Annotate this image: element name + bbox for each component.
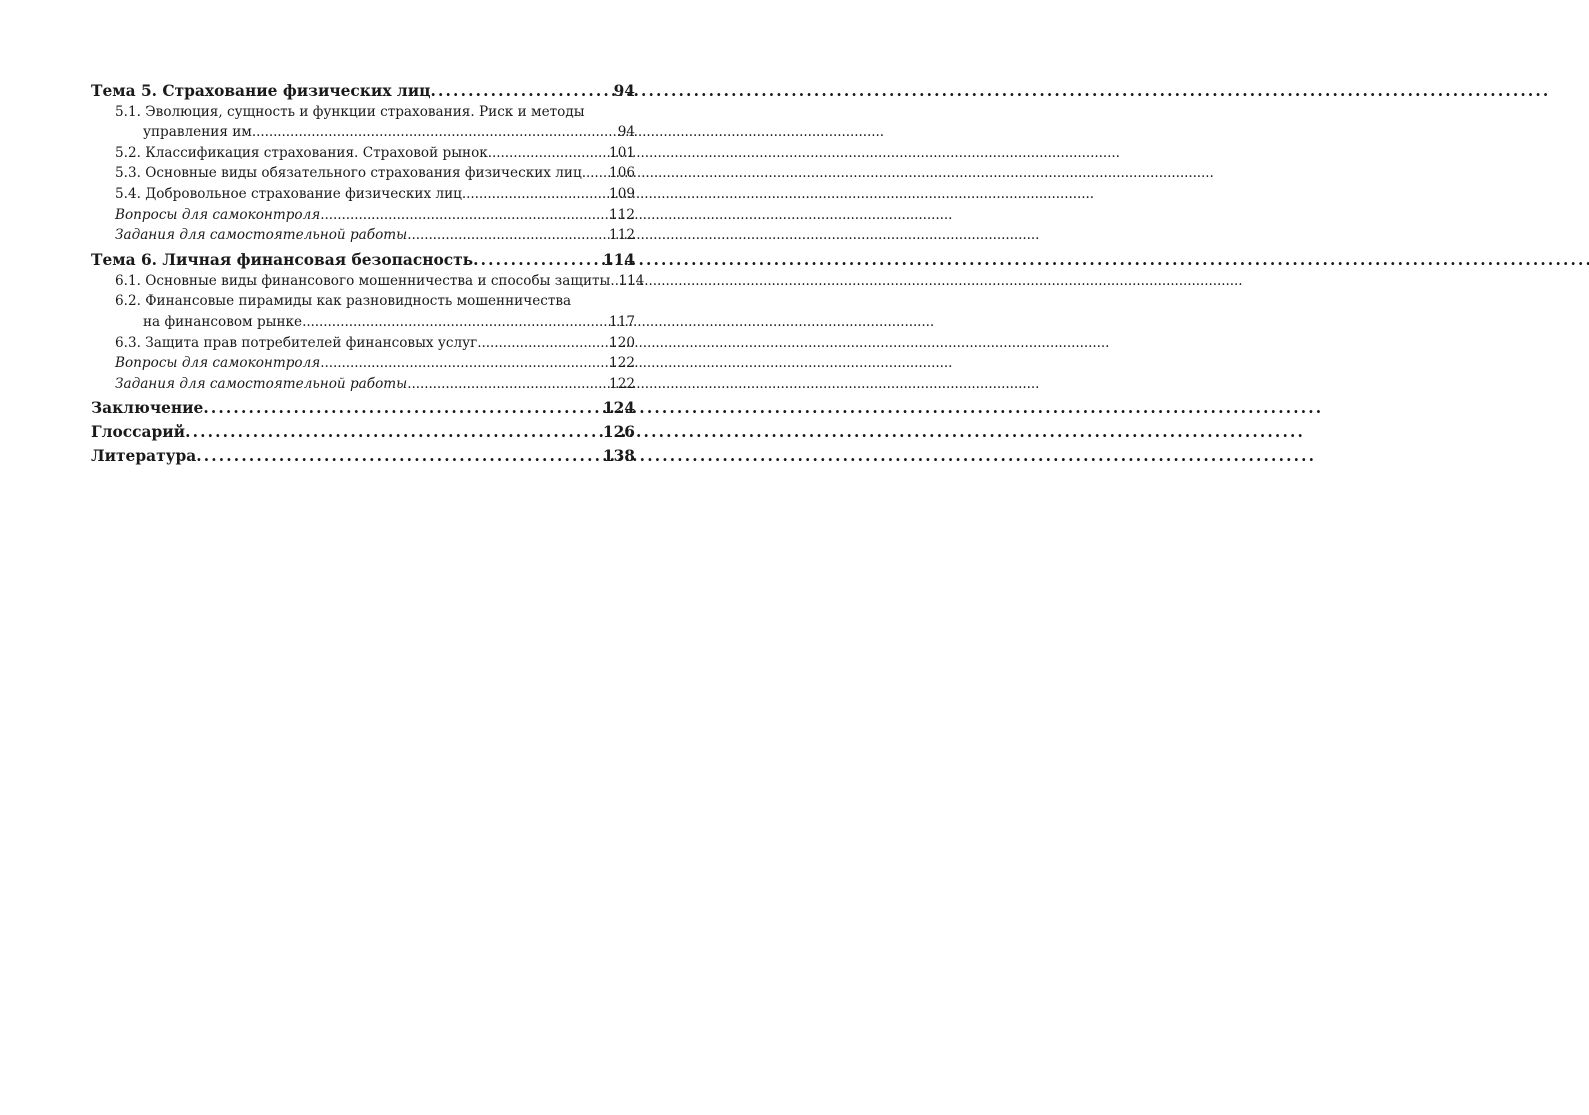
toc-page-number: 114 [618,272,645,289]
toc-chapter-6[interactable] [91,249,635,270]
toc-chapter-title: Литература [91,446,197,465]
toc-page-number: 109 [609,185,635,202]
dot-leader [407,225,607,245]
toc-section-5-3[interactable] [91,163,635,184]
toc-page-number: 122 [609,355,635,372]
toc-tasks-5[interactable] [91,225,635,246]
toc-section-title: 5.2. Классификация страхования. Страховой рынок [115,144,488,161]
dot-leader [320,353,607,373]
toc-section-6-2[interactable] [91,291,635,312]
dot-leader [582,163,607,183]
dot-leader [320,205,607,225]
toc-section-title-cont: на финансовом рынке [143,313,303,330]
toc-section-title: Вопросы для самоконтроля [115,355,321,372]
toc-section-5-2[interactable] [91,142,635,163]
toc-chapter-5[interactable] [91,80,635,101]
toc-section-6-3[interactable] [91,332,635,353]
toc-literature[interactable] [91,444,635,468]
toc-tasks-6[interactable] [91,373,635,394]
toc-page-number: 117 [609,313,635,330]
toc-page-number: 101 [609,144,635,161]
toc-section-title: 6.1. Основные виды финансового мошенничества и способы защиты [115,272,611,289]
toc-section-6-1[interactable] [91,270,645,291]
toc-section-5-1-cont[interactable] [91,122,635,143]
toc-section-5-1[interactable] [91,101,635,122]
toc-section-title: 6.2. Финансовые пирамиды как разновидность мошенничества [115,293,572,310]
dot-leader [196,444,601,468]
table-of-contents [91,80,645,468]
dot-leader [477,333,607,353]
toc-section-title: Задания для самостоятельной работы [115,375,408,392]
dot-leader [431,81,612,101]
toc-page-number: 138 [602,446,635,465]
toc-page-number: 112 [609,227,635,244]
toc-page-number: 120 [609,334,635,351]
toc-chapter-title: Тема 6. Личная финансовая безопасность [91,251,474,270]
toc-section-title: 6.3. Защита прав потребителей финансовых услуг [115,334,478,351]
toc-section-title: Вопросы для самоконтроля [115,206,321,223]
toc-page-number: 112 [609,206,635,223]
toc-section-6-2-cont[interactable] [91,311,635,332]
toc-chapter-title: Заключение [91,398,204,417]
toc-section-title: 5.1. Эволюция, сущность и функции страхования. Риск и методы [115,103,585,120]
dot-leader [185,420,601,444]
dot-leader [252,122,616,142]
toc-questions-6[interactable] [91,353,635,374]
dot-leader [203,396,601,420]
toc-page-number: 126 [602,422,635,441]
toc-page-number: 106 [609,165,635,182]
toc-page-number: 124 [602,398,635,417]
toc-section-title: 5.4. Добровольное страхование физических лиц [115,185,462,202]
dot-leader [462,184,607,204]
dot-leader [473,250,601,270]
toc-glossary[interactable] [91,420,635,444]
toc-section-5-4[interactable] [91,183,635,204]
toc-page-number: 94 [613,82,635,100]
toc-page-number: 114 [602,251,635,270]
toc-section-title-cont: управления им [143,124,252,141]
toc-page-number: 122 [609,375,635,392]
toc-page-number: 94 [617,124,635,141]
dot-leader [407,374,607,394]
dot-leader [488,143,607,163]
toc-conclusion[interactable] [91,396,635,420]
toc-chapter-title: Тема 5. Страхование физических лиц [91,82,431,100]
toc-section-title: Задания для самостоятельной работы [115,227,408,244]
toc-questions-5[interactable] [91,204,635,225]
toc-chapter-title: Глоссарий [91,422,186,441]
toc-section-title: 5.3. Основные виды обязательного страхования физических лиц [115,165,582,182]
dot-leader [302,312,607,332]
